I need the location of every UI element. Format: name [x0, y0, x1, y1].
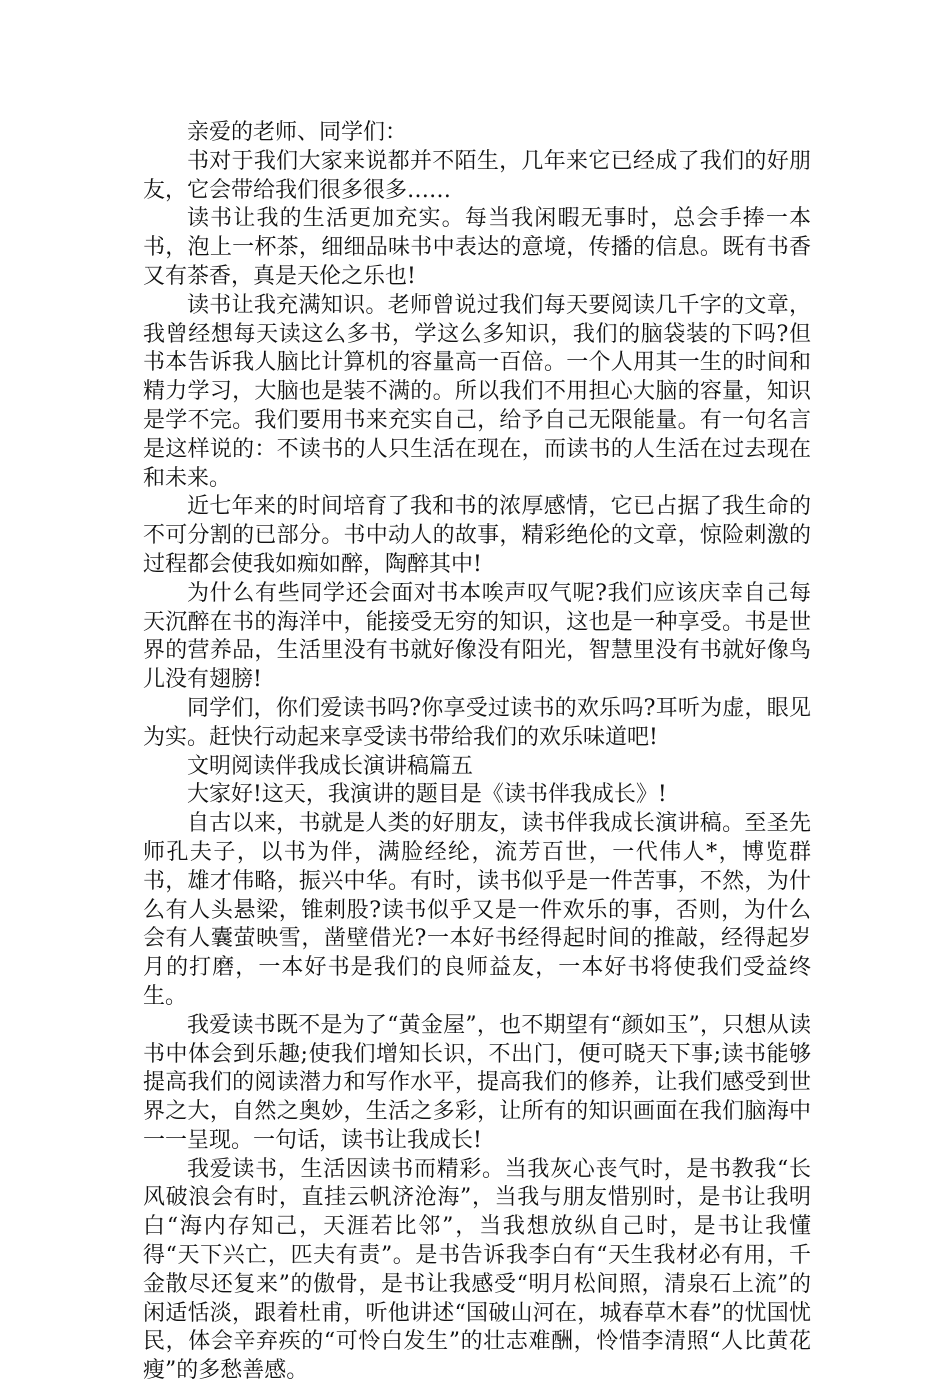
- body-paragraph: 我爱读书既不是为了“黄金屋”，也不期望有“颜如玉”，只想从读书中体会到乐趣;使我们增知长识，不出门，便可晓天下事;读书能够提高我们的阅读潜力和写作水平，提高我们的修养，让我们感受到世界之大，自然之奥妙，生活之多彩，让所有的知识画面在我们脑海中一一呈现。一句话，读书让我成长!: [143, 1012, 811, 1153]
- greeting-paragraph: 大家好!这天，我演讲的题目是《读书伴我成长》!: [187, 782, 667, 808]
- body-paragraph: 自古以来，书就是人类的好朋友，读书伴我成长演讲稿。至圣先师孔夫子，以书为伴，满脸经纶，流芳百世，一代伟人*，博览群书，雄才伟略，振兴中华。有时，读书似乎是一件苦事，不然，为什么有人头悬梁，锥刺股?读书似乎又是一件欢乐的事，否则，为什么会有人囊萤映雪，凿壁借光?一本好书经得起时间的推敲，经得起岁月的打磨，一本好书是我们的良师益友，一本好书将使我们受益终生。: [143, 811, 811, 1009]
- body-paragraph: 同学们，你们爱读书吗?你享受过读书的欢乐吗?耳听为虚，眼见为实。赶快行动起来享受读书带给我们的欢乐味道吧!: [143, 695, 811, 750]
- body-paragraph: 近七年来的时间培育了我和书的浓厚感情，它已占据了我生命的不可分割的已部分。书中动人的故事，精彩绝伦的文章，惊险刺激的过程都会使我如痴如醉，陶醉其中!: [143, 494, 811, 577]
- body-paragraph: 我爱读书，生活因读书而精彩。当我灰心丧气时，是书教我“长风破浪会有时，直挂云帆济沧海”，当我与朋友惜别时，是书让我明白“海内存知己，天涯若比邻”，当我想放纵自己时，是书让我懂得“天下兴亡，匹夫有责”。是书告诉我李白有“天生我材必有用，千金散尽还复来”的傲骨，是书让我感受“明月松间照，清泉石上流”的闲适恬淡，跟着杜甫，听他讲述“国破山河在，城春草木春”的忧国忧民，体会辛弃疾的“可怜白发生”的壮志难酬，怜惜李清照“人比黄花瘦”的多愁善感。: [143, 1156, 811, 1384]
- body-paragraph: 读书让我的生活更加充实。每当我闲暇无事时，总会手捧一本书，泡上一杯茶，细细品味书中表达的意境，传播的信息。既有书香又有茶香，真是天伦之乐也!: [143, 206, 811, 289]
- body-paragraph: 为什么有些同学还会面对书本唉声叹气呢?我们应该庆幸自己每天沉醉在书的海洋中，能接受无穷的知识，这也是一种享受。书是世界的营养品，生活里没有书就好像没有阳光，智慧里没有书就好像鸟儿没有翅膀!: [143, 580, 811, 693]
- body-paragraph: 书对于我们大家来说都并不陌生，几年来它已经成了我们的好朋友，它会带给我们很多很多……: [143, 148, 811, 203]
- section-heading: 文明阅读伴我成长演讲稿篇五: [187, 753, 474, 779]
- speech-text-body: [143, 119, 811, 1386]
- salutation-paragraph: 亲爱的老师、同学们：: [187, 120, 408, 145]
- body-paragraph: 读书让我充满知识。老师曾说过我们每天要阅读几千字的文章，我曾经想每天读这么多书，学这么多知识，我们的脑袋装的下吗?但书本告诉我人脑比计算机的容量高一百倍。一个人用其一生的时间和精力学习，大脑也是装不满的。所以我们不用担心大脑的容量，知识是学不完。我们要用书来充实自己，给予自己无限能量。有一句名言是这样说的：不读书的人只生活在现在，而读书的人生活在过去现在和未来。: [143, 292, 811, 491]
